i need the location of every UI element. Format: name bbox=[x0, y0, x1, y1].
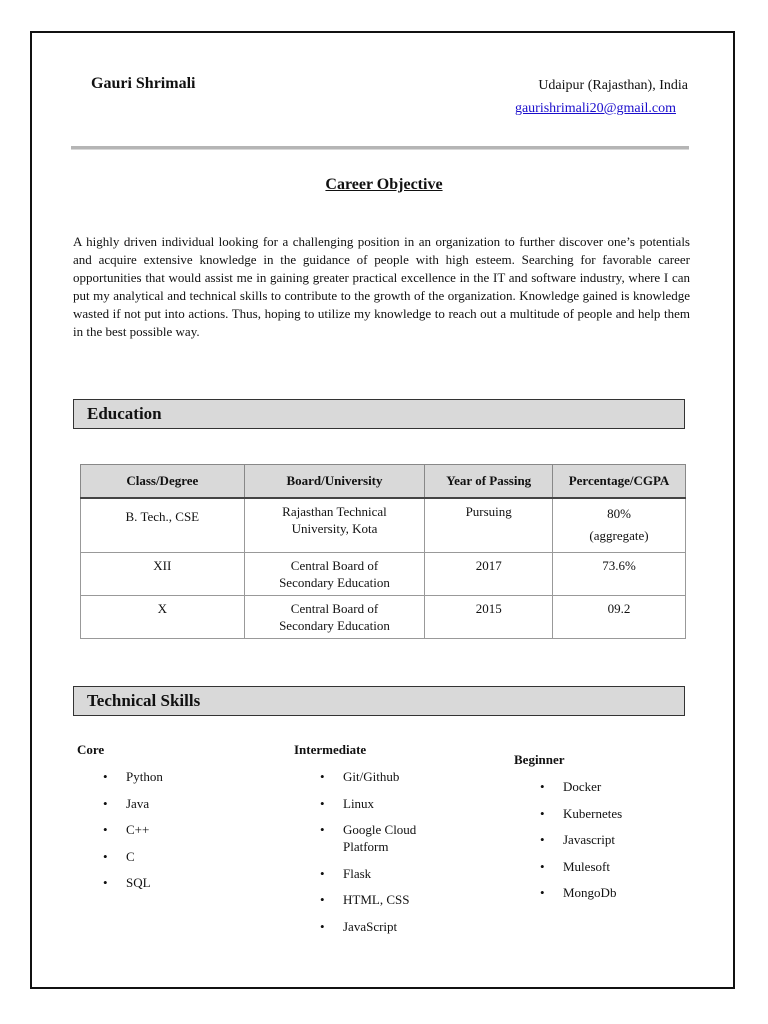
table-cell: 80% (aggregate) bbox=[553, 498, 686, 552]
list-item: • Javascript bbox=[514, 831, 622, 848]
core-skill-list bbox=[77, 768, 163, 891]
education-section-header bbox=[73, 399, 685, 429]
table-row bbox=[81, 595, 686, 638]
list-item: • Google Cloud Platform bbox=[294, 821, 443, 855]
skills-title: Technical Skills bbox=[87, 691, 201, 710]
table-cell: 09.2 bbox=[553, 595, 686, 638]
intermediate-label: Intermediate bbox=[294, 742, 367, 757]
list-item: • SQL bbox=[77, 874, 163, 891]
header-divider bbox=[71, 146, 689, 150]
column-header: Percentage/CGPA bbox=[553, 465, 686, 499]
table-cell: Pursuing bbox=[425, 498, 553, 552]
list-item: • C++ bbox=[77, 821, 163, 838]
table-header-row bbox=[81, 465, 686, 499]
location: Udaipur (Rajasthan), India bbox=[538, 78, 688, 93]
candidate-name: Gauri Shrimali bbox=[91, 75, 196, 92]
table-row bbox=[81, 552, 686, 595]
table-cell: Central Board of Secondary Education bbox=[244, 552, 425, 595]
list-item: • Docker bbox=[514, 778, 622, 795]
column-header: Class/Degree bbox=[81, 465, 245, 499]
objective-text: A highly driven individual looking for a challenging position in an organization to further discover one’s potentials and acquire extensive knowledge in the guidance of people with high esteem. Searching for favorable career opportunities that would assist me in gaining greater practical excellence in the IT and software industry, where I can put my analytical and technical skills to contribute to the growth of the organization. Knowledge gained is knowledge wasted if not put into actions. Thus, hoping to utilize my knowledge to reach out a multitude of people and help them in the best possible way. bbox=[73, 234, 690, 339]
table-cell: 2017 bbox=[425, 552, 553, 595]
list-item: • Java bbox=[77, 795, 163, 812]
table-cell: 2015 bbox=[425, 595, 553, 638]
list-item: • Linux bbox=[294, 795, 443, 812]
objective-title: Career Objective bbox=[325, 176, 443, 193]
skills-section-header bbox=[73, 686, 685, 716]
list-item: • HTML, CSS bbox=[294, 891, 443, 908]
table-cell: Rajasthan Technical University, Kota bbox=[244, 498, 425, 552]
table-cell: XII bbox=[81, 552, 245, 595]
list-item: • Mulesoft bbox=[514, 858, 622, 875]
education-title: Education bbox=[87, 404, 162, 423]
core-skills bbox=[77, 742, 163, 901]
education-table bbox=[80, 464, 686, 639]
intermediate-skill-list bbox=[294, 768, 443, 935]
email-link[interactable]: gaurishrimali20@gmail.com bbox=[514, 101, 676, 116]
list-item: • Git/Github bbox=[294, 768, 443, 785]
column-header: Year of Passing bbox=[425, 465, 553, 499]
beginner-skills bbox=[514, 752, 622, 911]
beginner-skill-list bbox=[514, 778, 622, 901]
beginner-label: Beginner bbox=[514, 752, 565, 767]
table-cell: Central Board of Secondary Education bbox=[244, 595, 425, 638]
column-header: Board/University bbox=[244, 465, 425, 499]
table-cell: 73.6% bbox=[553, 552, 686, 595]
table-cell: X bbox=[81, 595, 245, 638]
list-item: • Flask bbox=[294, 865, 443, 882]
list-item: • MongoDb bbox=[514, 884, 622, 901]
list-item: • Kubernetes bbox=[514, 805, 622, 822]
core-label: Core bbox=[77, 742, 105, 757]
list-item: • JavaScript bbox=[294, 918, 443, 935]
list-item: • Python bbox=[77, 768, 163, 785]
intermediate-skills bbox=[294, 742, 443, 944]
table-row bbox=[81, 498, 686, 552]
list-item: • C bbox=[77, 848, 163, 865]
table-cell: B. Tech., CSE bbox=[81, 498, 245, 552]
